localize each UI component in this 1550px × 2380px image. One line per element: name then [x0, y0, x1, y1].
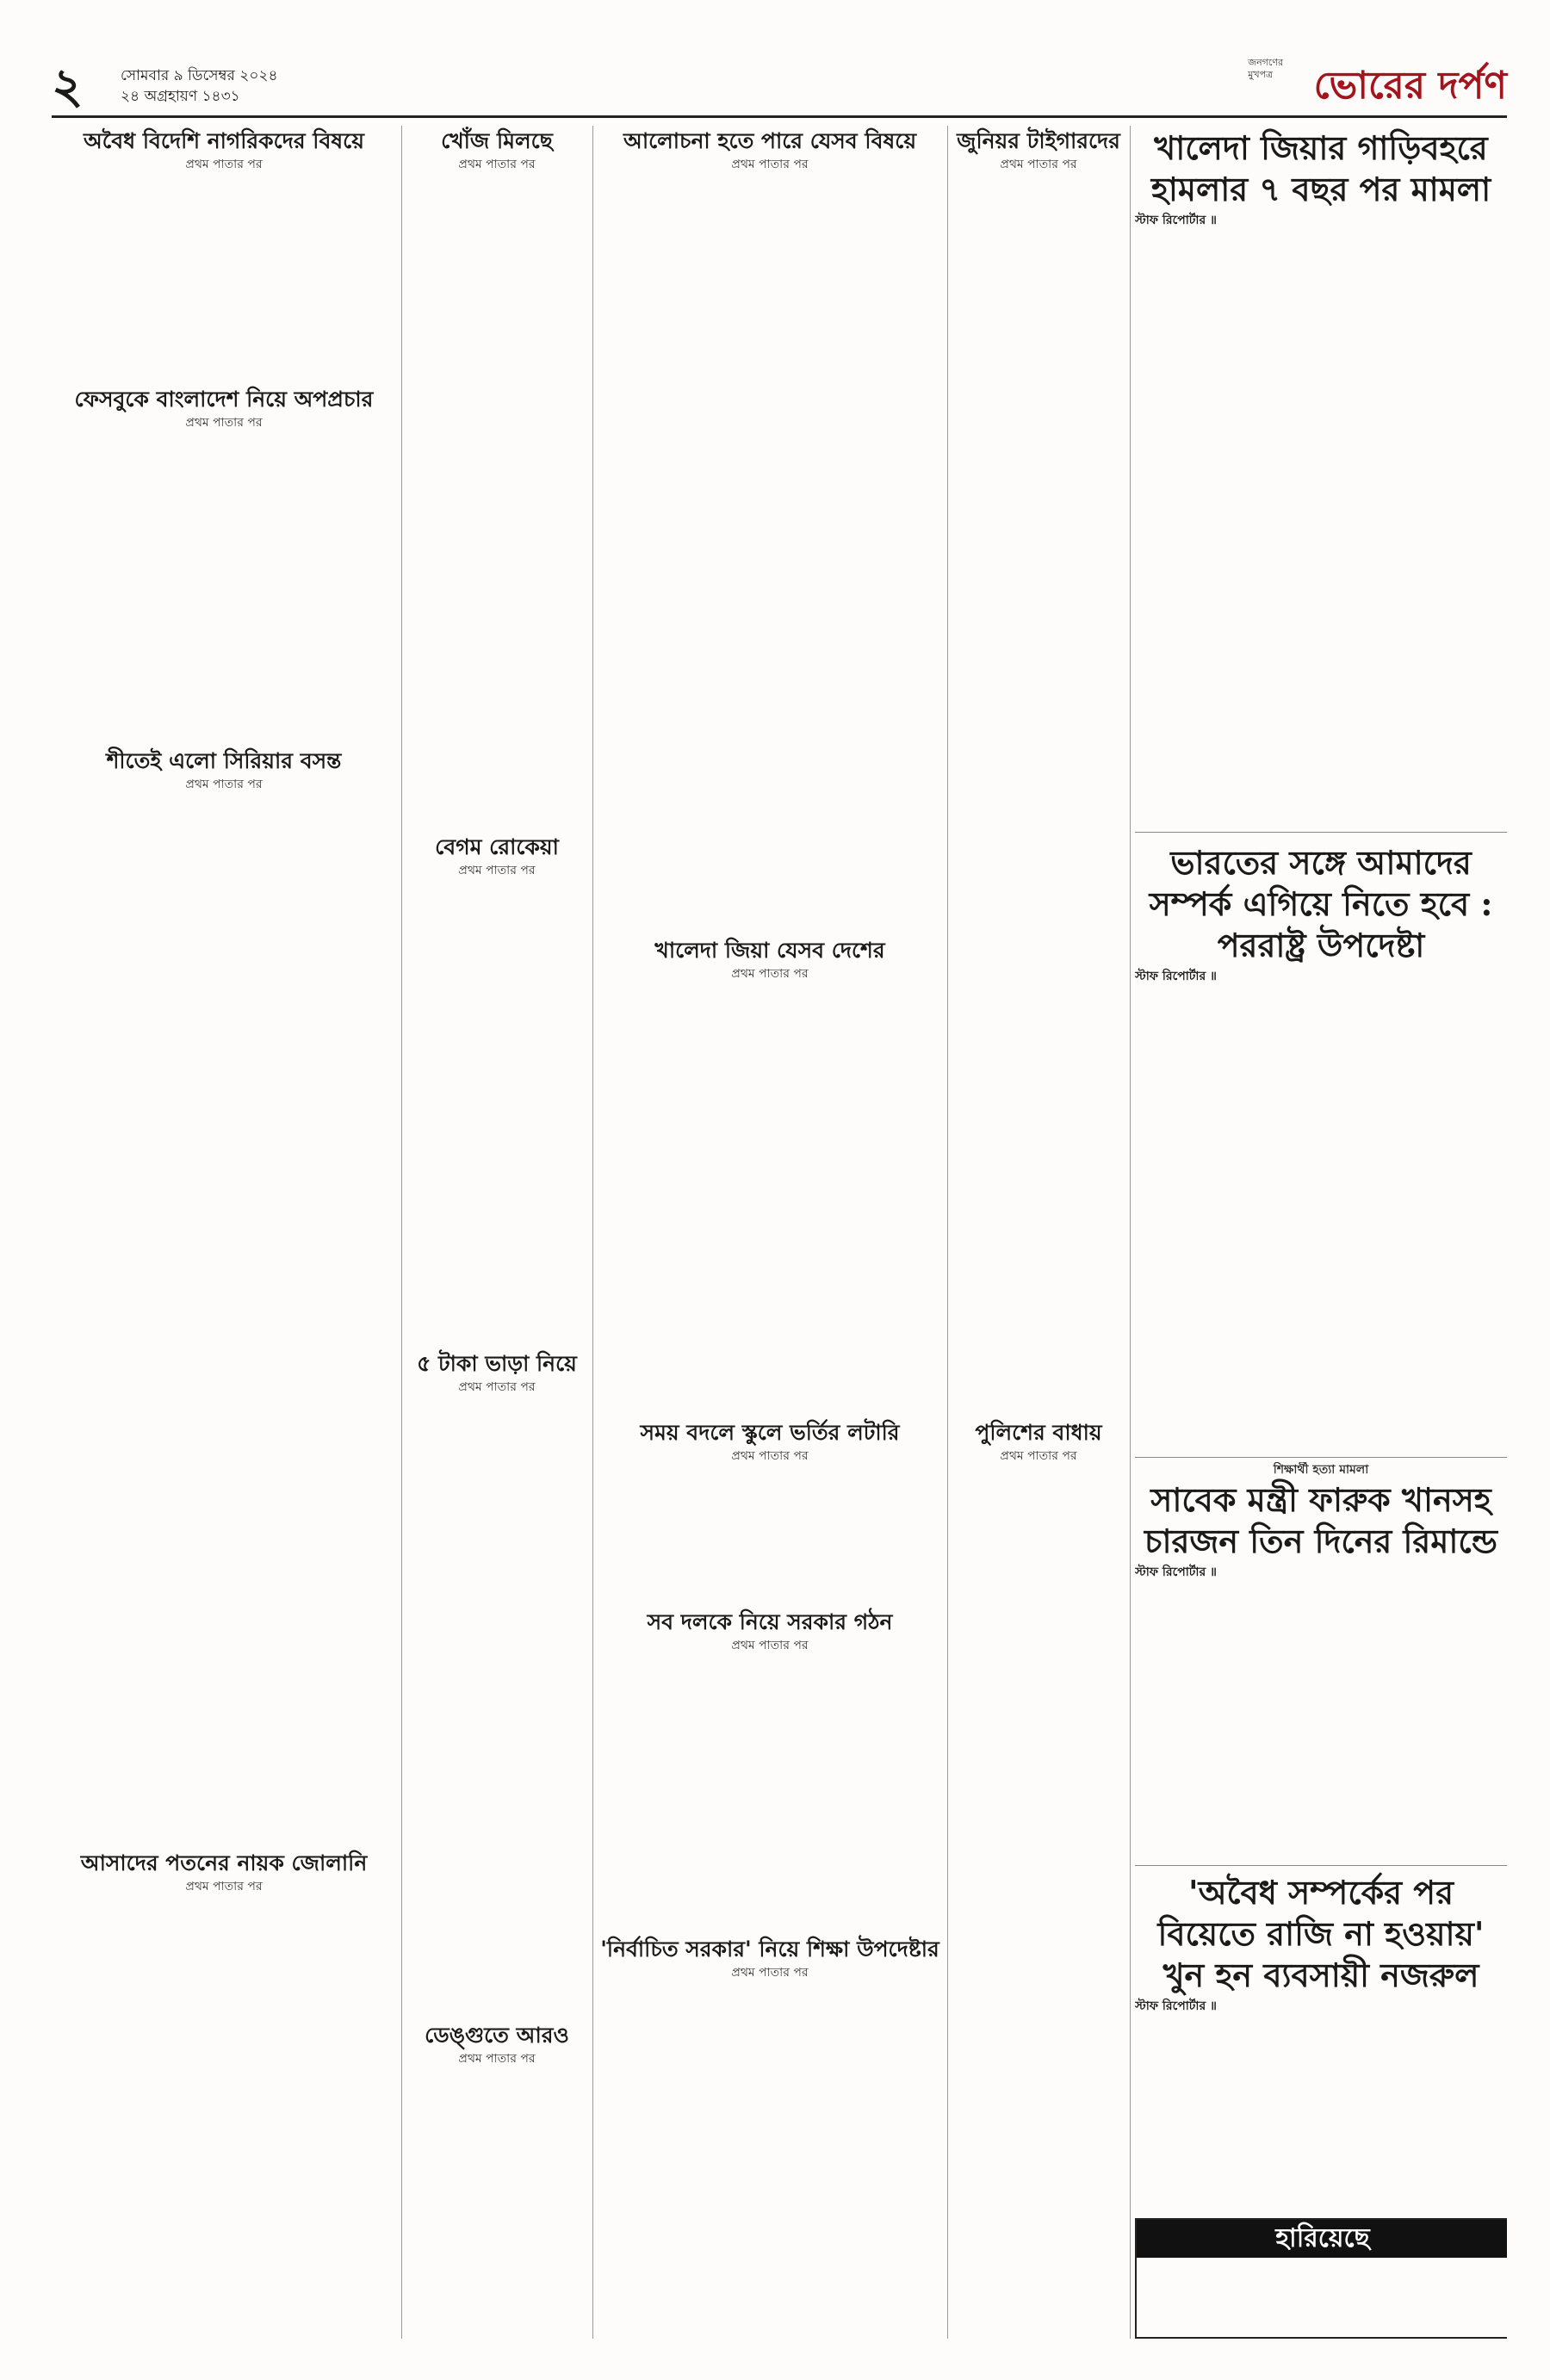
continued-label: প্রথম পাতার পর [185, 158, 263, 171]
column-1 [52, 126, 396, 2339]
headline: খালেদা জিয়া যেসব দেশের [654, 938, 885, 963]
date-block [121, 65, 277, 107]
headline: জুনিয়র টাইগারদের [957, 128, 1120, 153]
headline: ৫ টাকা ভাড়া নিয়ে [417, 1351, 577, 1376]
article-foreign-citizens [52, 126, 396, 384]
headline: সময় বদলে স্কুলে ভর্তির লটারি [640, 1420, 900, 1445]
section-rule [1135, 832, 1507, 833]
article-begum-rokeya [406, 832, 587, 1331]
column-3 [598, 126, 942, 2339]
article-facebook-propaganda [52, 384, 396, 746]
article-nazrul-murder [1135, 1870, 1507, 2210]
continued-label: প্রথম পাতার পর [731, 1449, 809, 1463]
column-divider [592, 126, 593, 2339]
continued-label: প্রথম পাতার পর [458, 1380, 536, 1394]
article-faruk-khan-remand [1135, 1462, 1507, 1858]
column-divider [1130, 126, 1131, 2339]
article-khaleda-attack-case [1135, 126, 1507, 815]
header-rule [52, 115, 1507, 118]
headline: খালেদা জিয়ার গাড়িবহরে হামলার ৭ বছর পর মামলা [1150, 128, 1491, 208]
column-4 [952, 126, 1125, 2339]
column-5 [1135, 126, 1507, 2339]
date-bangla: ২৪ অগ্রহায়ণ ১৪৩১ [121, 88, 240, 105]
article-police-obstruction [952, 1417, 1125, 2339]
continued-label: প্রথম পাতার পর [1000, 1449, 1077, 1463]
continued-label: প্রথম পাতার পর [185, 416, 263, 430]
section-rule [1135, 1865, 1507, 1866]
byline: স্টাফ রিপোর্টার ॥ [1135, 1565, 1217, 1579]
headline: 'অবৈধ সম্পর্কের পর বিয়েতে রাজি না হওয়ায়' খুন হন ব্যবসায়ী নজরুল [1157, 1873, 1485, 1994]
lost-notice-box [1135, 2218, 1507, 2339]
article-junior-tigers [952, 126, 1125, 1400]
headline: বেগম রোকেয়া [435, 834, 559, 859]
headline: আলোচনা হতে পারে যেসব বিষয়ে [623, 128, 917, 153]
continued-label: প্রথম পাতার পর [458, 864, 536, 877]
headline: 'নির্বাচিত সরকার' নিয়ে শিক্ষা উপদেষ্টার [600, 1937, 939, 1962]
headline: ফেসবুকে বাংলাদেশ নিয়ে অপপ্রচার [74, 387, 374, 412]
continued-label: প্রথম পাতার পর [458, 158, 536, 171]
page-number: ২ [52, 58, 84, 115]
article-syria-spring [52, 746, 396, 1865]
continued-label: প্রথম পাতার পর [1000, 158, 1077, 171]
date-gregorian: সোমবার ৯ ডিসেম্বর ২০২৪ [121, 67, 278, 84]
kicker: শিক্ষার্থী হত্যা মামলা [1273, 1463, 1369, 1477]
headline: আসাদের পতনের নায়ক জোলানি [80, 1850, 368, 1875]
section-rule [1135, 1457, 1507, 1458]
lost-notice-title: হারিয়েছে [1137, 2220, 1507, 2258]
continued-label: প্রথম পাতার পর [731, 967, 809, 981]
headline: অবৈধ বিদেশি নাগরিকদের বিষয়ে [84, 128, 364, 153]
article-elected-government [598, 1934, 942, 2339]
headline: ভারতের সঙ্গে আমাদের সম্পর্ক এগিয়ে নিতে হবে : পররাষ্ট্র উপদেষ্টা [1149, 843, 1493, 964]
page-header [52, 57, 1507, 115]
article-khaleda-countries [598, 935, 942, 1417]
byline: স্টাফ রিপোর্টার ॥ [1135, 214, 1217, 227]
article-jolani [52, 1848, 396, 2339]
logo-text: ভোরের দর্পণ [1313, 64, 1507, 108]
continued-label: প্রথম পাতার পর [731, 1639, 809, 1652]
article-missing-found [406, 126, 587, 815]
headline: পুলিশের বাধায় [975, 1420, 1102, 1445]
headline: ডেঙ্গুতে আরও [425, 2023, 569, 2048]
article-dengue [406, 2020, 587, 2339]
column-2 [406, 126, 587, 2339]
article-all-party-government [598, 1607, 942, 1917]
article-five-taka-fare [406, 1348, 587, 1968]
logo-tagline: জনগণের মুখপত্র [1248, 57, 1283, 80]
headline: শীতেই এলো সিরিয়ার বসন্ত [106, 748, 342, 773]
continued-label: প্রথম পাতার পর [185, 778, 263, 791]
column-divider [947, 126, 948, 2339]
headline: খোঁজ মিলছে [441, 128, 553, 153]
article-school-lottery [598, 1417, 942, 1590]
byline: স্টাফ রিপোর্টার ॥ [1135, 970, 1217, 983]
article-india-relations [1135, 840, 1507, 1443]
continued-label: প্রথম পাতার পর [185, 1880, 263, 1893]
continued-label: প্রথম পাতার পর [731, 1966, 809, 1980]
continued-label: প্রথম পাতার পর [731, 158, 809, 171]
headline: সাবেক মন্ত্রী ফারুক খানসহ চারজন তিন দিনের রিমান্ডে [1144, 1480, 1498, 1560]
byline: স্টাফ রিপোর্টার ॥ [1135, 1999, 1217, 2013]
article-discussion-topics [598, 126, 942, 901]
continued-label: প্রথম পাতার পর [458, 2052, 536, 2066]
column-divider [401, 126, 402, 2339]
headline: সব দলকে নিয়ে সরকার গঠন [647, 1609, 893, 1634]
newspaper-logo [1248, 57, 1507, 112]
